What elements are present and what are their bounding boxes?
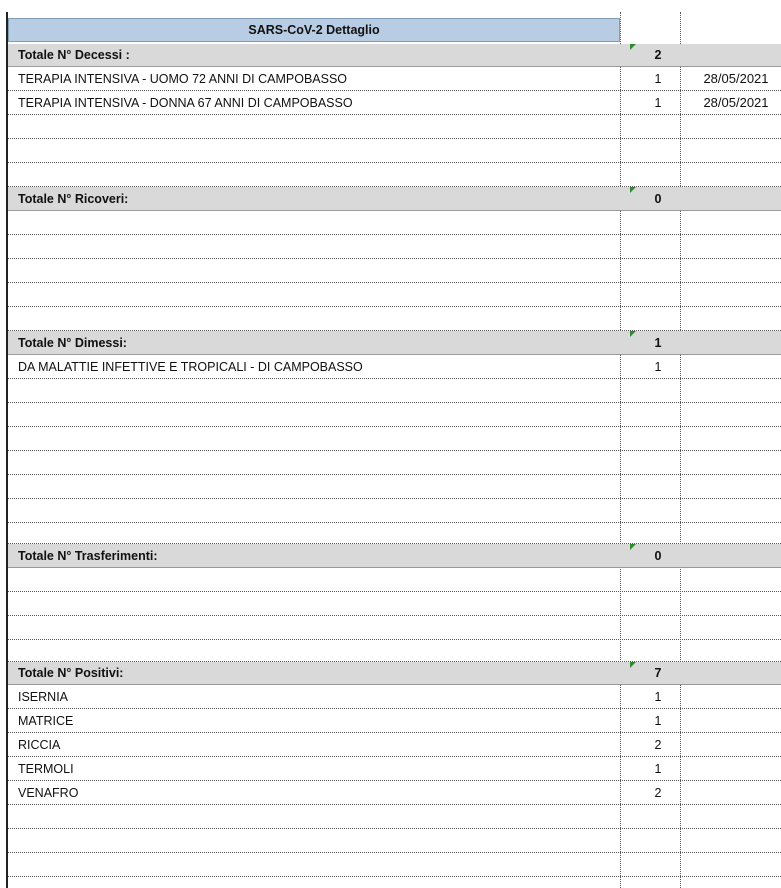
section-label: Totale N° Ricoveri:: [18, 191, 129, 206]
empty-row[interactable]: [8, 568, 781, 592]
empty-row[interactable]: [8, 853, 781, 877]
section-decessi[interactable]: [8, 44, 781, 67]
sheet-title: SARS-CoV-2 Dettaglio: [8, 18, 620, 42]
empty-row[interactable]: [8, 475, 781, 499]
section-total: 7: [654, 666, 662, 680]
row-label: DA MALATTIE INFETTIVE E TROPICALI - DI CAMPOBASSO: [18, 359, 363, 374]
section-label: Totale N° Trasferimenti:: [18, 548, 158, 563]
empty-row[interactable]: [8, 403, 781, 427]
empty-row[interactable]: [8, 307, 781, 331]
empty-row[interactable]: [8, 139, 781, 163]
section-positivi[interactable]: [8, 662, 781, 685]
empty-row[interactable]: [8, 592, 781, 616]
table-row[interactable]: [8, 685, 781, 709]
empty-row[interactable]: [8, 163, 781, 187]
section-total: 0: [654, 548, 662, 563]
row-count: 1: [654, 713, 662, 728]
table-row[interactable]: [8, 781, 781, 805]
row-date: 28/05/2021: [703, 71, 769, 86]
section-label: Totale N° Dimessi:: [18, 335, 127, 350]
row-count: 1: [654, 689, 662, 704]
row-count: 2: [654, 737, 662, 752]
table-row[interactable]: [8, 355, 781, 379]
empty-row[interactable]: [8, 235, 781, 259]
section-total: 0: [654, 191, 662, 206]
table-row[interactable]: [8, 91, 781, 115]
row-label: TERAPIA INTENSIVA - UOMO 72 ANNI DI CAMPOBASSO: [18, 71, 348, 86]
row-count: 2: [654, 785, 662, 800]
row-count: 1: [654, 95, 662, 110]
table-row[interactable]: [8, 709, 781, 733]
empty-row[interactable]: [8, 616, 781, 640]
section-total: 2: [654, 48, 662, 62]
empty-row[interactable]: [8, 640, 781, 662]
row-label: RICCIA: [18, 737, 61, 752]
row-date: [690, 355, 781, 378]
section-label: Totale N° Positivi:: [18, 666, 124, 680]
section-label: Totale N° Decessi :: [18, 48, 130, 62]
empty-row[interactable]: [8, 523, 781, 544]
empty-row[interactable]: [8, 427, 781, 451]
empty-row[interactable]: [8, 451, 781, 475]
table-row[interactable]: [8, 67, 781, 91]
section-total: 1: [654, 335, 662, 350]
row-count: 1: [654, 71, 662, 86]
table-row[interactable]: [8, 757, 781, 781]
row-label: VENAFRO: [18, 785, 79, 800]
row-label: ISERNIA: [18, 689, 69, 704]
table-row[interactable]: [8, 733, 781, 757]
row-count: 1: [654, 359, 662, 374]
empty-row[interactable]: [8, 805, 781, 829]
empty-row[interactable]: [8, 829, 781, 853]
section-ricoveri[interactable]: [8, 187, 781, 211]
section-trasferimenti[interactable]: [8, 544, 781, 568]
empty-row[interactable]: [8, 499, 781, 523]
empty-row[interactable]: [8, 211, 781, 235]
empty-row[interactable]: [8, 283, 781, 307]
row-label: TERMOLI: [18, 761, 74, 776]
empty-row[interactable]: [8, 379, 781, 403]
row-date: 28/05/2021: [703, 95, 769, 110]
row-count: 1: [654, 761, 662, 776]
empty-row[interactable]: [8, 259, 781, 283]
empty-row[interactable]: [8, 115, 781, 139]
section-dimessi[interactable]: [8, 331, 781, 355]
row-label: MATRICE: [18, 713, 74, 728]
row-label: TERAPIA INTENSIVA - DONNA 67 ANNI DI CAMPOBASSO: [18, 95, 353, 110]
